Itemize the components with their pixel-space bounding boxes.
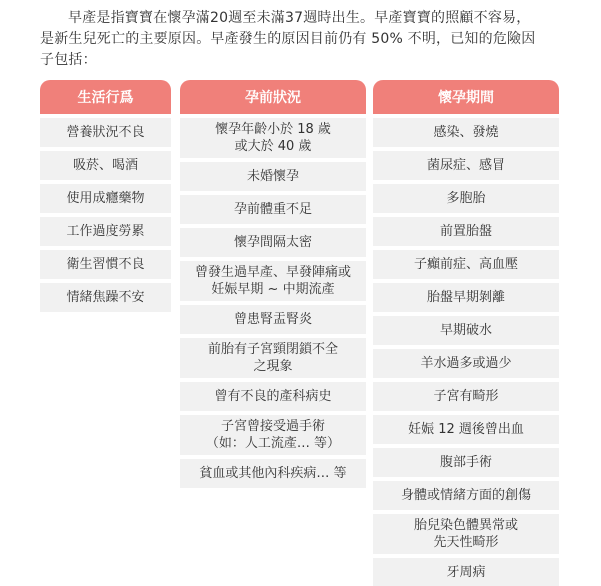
table-cell — [40, 184, 171, 213]
cell-text — [66, 190, 144, 207]
cell-line: 貧血或其他內科疾病… 等 — [199, 466, 347, 481]
cell-line: 前置胎盤 — [439, 224, 492, 239]
table-cell — [180, 118, 366, 158]
table-cell — [373, 250, 559, 279]
cell-line: 感染、發燒 — [433, 125, 499, 140]
cell-line: 身體或情緒方面的創傷 — [400, 488, 531, 503]
cell-line: 牙周病 — [446, 565, 486, 580]
cell-line: 菌尿症、感冒 — [426, 158, 505, 173]
cell-line: 吸菸、喝酒 — [72, 158, 138, 173]
cell-line: 孕前體重不足 — [233, 202, 312, 217]
table-cell — [373, 415, 559, 444]
cell-text — [440, 223, 492, 240]
cell-line: 工作過度勞累 — [66, 224, 145, 239]
column-header: 懷孕期間 — [373, 80, 559, 114]
table-cell — [373, 184, 559, 213]
column-during-pregnancy — [373, 80, 559, 586]
cell-line: 腹部手術 — [439, 455, 492, 470]
cell-line: 早期破水 — [439, 323, 492, 338]
cell-text — [234, 311, 312, 328]
cell-text — [433, 388, 498, 405]
cell-text — [446, 190, 485, 207]
cell-text — [440, 322, 492, 339]
table-cell — [180, 195, 366, 224]
cell-text — [199, 465, 346, 482]
cell-text — [66, 289, 144, 306]
cell-line: 曾發生過早產、早發陣痛或 — [194, 265, 351, 280]
cell-text — [73, 157, 138, 174]
column-header: 孕前狀況 — [180, 80, 366, 114]
cell-line: 妊娠早期 ~ 中期流產 — [211, 282, 335, 297]
table-cell — [373, 448, 559, 477]
cell-line: 曾患腎盂腎炎 — [233, 312, 312, 327]
table-cell — [180, 415, 366, 455]
column-header: 生活行爲 — [40, 80, 171, 114]
cell-line: 之現象 — [253, 359, 293, 374]
table-cell — [180, 338, 366, 378]
table-cell — [373, 151, 559, 180]
cell-line: （如：人工流產… 等） — [205, 436, 341, 451]
cell-text — [214, 388, 331, 405]
table-cell — [180, 228, 366, 257]
table-cell — [373, 217, 559, 246]
cell-text — [440, 454, 492, 471]
table-cell — [373, 558, 559, 586]
cell-line: 懷孕間隔太密 — [233, 235, 312, 250]
cell-line: 子癲前症、高血壓 — [413, 257, 518, 272]
cell-line: 胎盤早期剝離 — [426, 290, 505, 305]
table-cell — [180, 261, 366, 301]
table-cell — [40, 151, 171, 180]
cell-line: 妊娠 12 週後曾出血 — [408, 422, 524, 437]
cell-text — [208, 341, 338, 375]
cell-line: 衛生習慣不良 — [66, 257, 145, 272]
table-cell — [40, 118, 171, 147]
cell-line: 懷孕年齡小於 18 歲 — [215, 122, 331, 137]
column-lifestyle — [40, 80, 171, 316]
table-cell — [180, 459, 366, 488]
table-cell — [180, 305, 366, 334]
cell-text — [206, 418, 340, 452]
cell-line: 或大於 40 歲 — [234, 139, 312, 154]
cell-text — [195, 264, 351, 298]
cell-text — [408, 421, 524, 438]
cell-line: 曾有不良的產科病史 — [214, 389, 332, 404]
cell-line: 先天性畸形 — [433, 535, 499, 550]
cell-text — [234, 201, 312, 218]
cell-line: 情緒焦躁不安 — [66, 290, 145, 305]
cell-text — [414, 256, 518, 273]
table-cell — [373, 316, 559, 345]
cell-line: 未婚懷孕 — [246, 169, 299, 184]
table-cell — [373, 514, 559, 554]
table-cell — [373, 481, 559, 510]
intro-line-1: 早產是指寶寶在懷孕滿20週至未滿37週時出生。早產寶寶的照顧不容易， — [68, 10, 531, 26]
table-cell — [373, 382, 559, 411]
table-cell — [373, 349, 559, 378]
table-cell — [40, 217, 171, 246]
column-pre-pregnancy — [180, 80, 366, 492]
cell-text — [234, 234, 312, 251]
intro-line-3: 子包括： — [40, 52, 97, 68]
table-cell — [373, 283, 559, 312]
table-cell — [373, 118, 559, 147]
cell-line: 胎兒染色體異常或 — [413, 518, 518, 533]
cell-line: 子宮曾接受過手術 — [220, 419, 325, 434]
cell-text — [446, 564, 485, 581]
table-cell — [180, 162, 366, 191]
cell-line: 營養狀況不良 — [66, 125, 145, 140]
cell-text — [215, 121, 331, 155]
cell-text — [427, 157, 505, 174]
table-cell — [40, 283, 171, 312]
cell-line: 多胞胎 — [446, 191, 486, 206]
cell-text — [66, 256, 144, 273]
cell-text — [414, 517, 518, 551]
cell-text — [401, 487, 531, 504]
cell-line: 羊水過多或過少 — [420, 356, 512, 371]
cell-text — [420, 355, 511, 372]
cell-text — [66, 124, 144, 141]
cell-text — [247, 168, 299, 185]
intro-line-2: 是新生兒死亡的主要原因。早產發生的原因目前仍有 50% 不明，已知的危險因 — [40, 31, 536, 47]
cell-text — [66, 223, 144, 240]
cell-text — [433, 124, 498, 141]
cell-line: 使用成癮藥物 — [66, 191, 145, 206]
table-cell — [40, 250, 171, 279]
cell-text — [427, 289, 505, 306]
intro-paragraph — [40, 8, 585, 71]
cell-line: 子宮有畸形 — [433, 389, 499, 404]
table-cell — [180, 382, 366, 411]
cell-line: 前胎有子宮頸閉鎖不全 — [207, 342, 338, 357]
